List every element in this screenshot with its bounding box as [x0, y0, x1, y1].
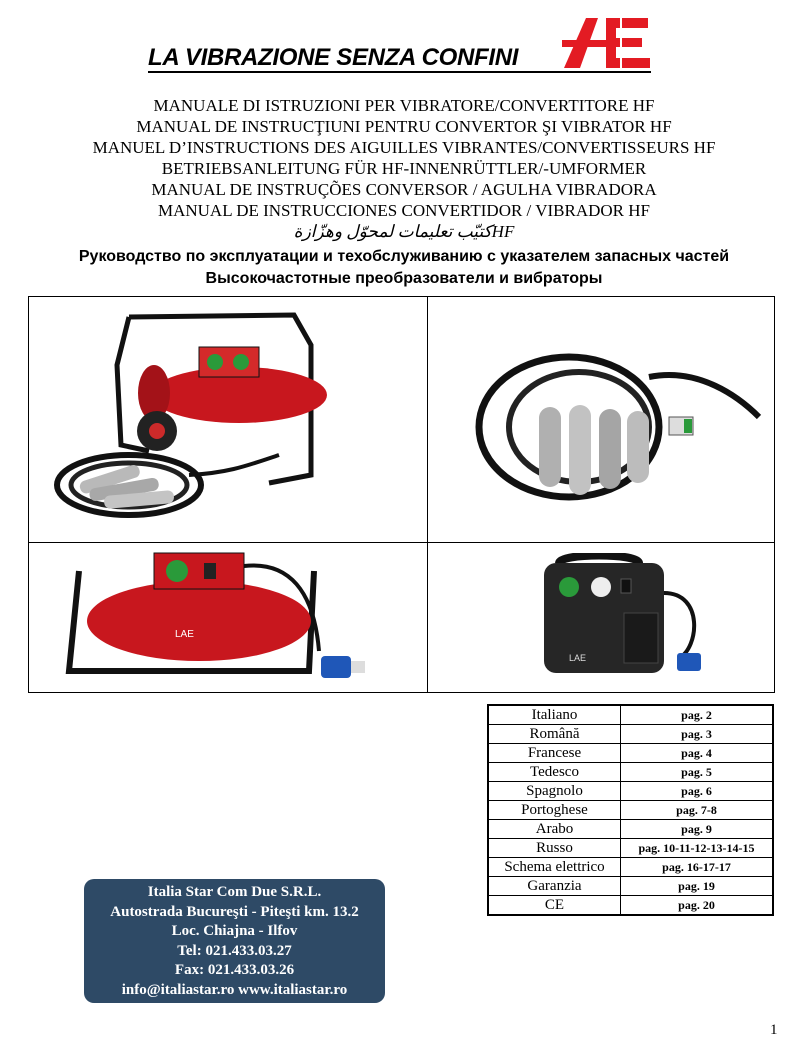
company-address: Autostrada Bucureşti - Piteşti km. 13.2: [110, 903, 359, 920]
title-it: MANUALE DI ISTRUZIONI PER VIBRATORE/CONVERTITORE HF: [153, 96, 655, 115]
toc-pages: pag. 3: [621, 725, 774, 744]
company-locality: Loc. Chiajna - Ilfov: [171, 923, 298, 939]
toc-language: Spagnolo: [488, 782, 621, 801]
toc-row: [488, 877, 773, 896]
slogan-underline: [148, 71, 651, 73]
manual-titles: [0, 95, 808, 242]
toc-row: [488, 763, 773, 782]
company-fax: Fax: 021.433.03.26: [174, 962, 295, 978]
toc-row: [488, 896, 773, 916]
toc-row: [488, 725, 773, 744]
title-fr: MANUEL D’INSTRUCTIONS DES AIGUILLES VIBRANTES/CONVERTISSEURS HF: [92, 138, 716, 157]
company-name: Italia Star Com Due S.R.L.: [147, 884, 322, 900]
grid-divider-horizontal: [29, 542, 774, 543]
toc-row: [488, 858, 773, 877]
toc-language: Tedesco: [488, 763, 621, 782]
language-page-index: [487, 704, 774, 916]
page-number: 1: [770, 1022, 778, 1038]
portable-brand-label: LAE: [569, 653, 587, 663]
toc-row: [488, 782, 773, 801]
contact-box: [84, 879, 385, 1003]
photo-portable-converter: [529, 553, 729, 683]
title-pt: MANUAL DE INSTRUÇÕES CONVERSOR / AGULHA VIBRADORA: [151, 180, 657, 199]
toc-language: Italiano: [488, 705, 621, 725]
photo-wheeled-converter: [49, 305, 349, 537]
slogan: LA VIBRAZIONE SENZA CONFINI: [148, 44, 519, 71]
company-web: info@italiastar.ro www.italiastar.ro: [121, 981, 348, 998]
toc-language: Portoghese: [488, 801, 621, 820]
photo-vibrator-needles: [469, 327, 769, 527]
toc-pages: pag. 9: [621, 820, 774, 839]
photo-red-converter: [59, 551, 399, 691]
toc-pages: pag. 2: [621, 705, 774, 725]
company-phone: Tel: 021.433.03.27: [177, 942, 292, 959]
title-ro: MANUAL DE INSTRUCŢIUNI PENTRU CONVERTOR ŞI VIBRATOR HF: [136, 117, 672, 136]
toc-pages: pag. 5: [621, 763, 774, 782]
grid-divider-vertical: [427, 297, 428, 692]
product-photo-grid: [28, 296, 775, 693]
toc-row: [488, 744, 773, 763]
title-de: BETRIEBSANLEITUNG FÜR HF-INNENRÜTTLER/-UMFORMER: [161, 159, 647, 178]
toc-pages: pag. 19: [621, 877, 774, 896]
toc-language: CE: [488, 896, 621, 916]
title-ru-1: Руководство по эксплуатации и техобслуживанию с указателем запасных частей: [78, 248, 730, 265]
toc-pages: pag. 4: [621, 744, 774, 763]
toc-pages: pag. 7-8: [621, 801, 774, 820]
title-ar-suffix: HF: [491, 222, 515, 241]
title-ar-text: كتيّب تعليمات لمحوّل وهزّازة: [293, 222, 492, 241]
converter-brand-label: LAE: [175, 629, 194, 640]
toc-pages: pag. 20: [621, 896, 774, 916]
toc-pages: pag. 16-17-17: [621, 858, 774, 877]
toc-row: [488, 801, 773, 820]
toc-row: [488, 839, 773, 858]
toc-row: [488, 705, 773, 725]
toc-pages: pag. 6: [621, 782, 774, 801]
toc-language: Russo: [488, 839, 621, 858]
ae-logo: [562, 14, 654, 70]
title-es: MANUAL DE INSTRUCCIONES CONVERTIDOR / VIBRADOR HF: [157, 201, 650, 220]
title-ru-2: Высокочастотные преобразователи и вибраторы: [205, 270, 603, 287]
toc-pages: pag. 10-11-12-13-14-15: [621, 839, 774, 858]
toc-language: Română: [488, 725, 621, 744]
toc-language: Schema elettrico: [488, 858, 621, 877]
toc-row: [488, 820, 773, 839]
toc-language: Francese: [488, 744, 621, 763]
title-ar: [0, 221, 808, 242]
toc-language: Arabo: [488, 820, 621, 839]
toc-language: Garanzia: [488, 877, 621, 896]
